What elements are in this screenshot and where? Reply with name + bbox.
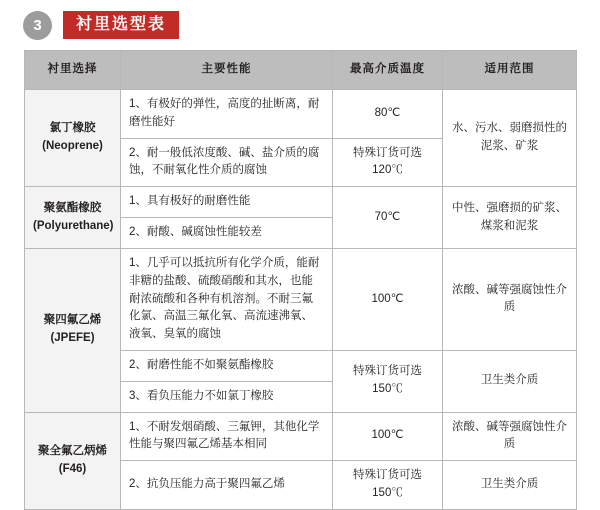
cell-performance: 1、具有极好的耐磨性能 xyxy=(121,187,333,218)
table-header-row xyxy=(25,51,577,90)
lining-label-line: 聚全氟乙炳烯 xyxy=(38,444,107,457)
cell-performance: 2、抗负压能力高于聚四氟乙烯 xyxy=(121,461,333,510)
cell-lining xyxy=(25,187,121,249)
lining-selection-table xyxy=(24,50,577,510)
table-body xyxy=(25,90,577,510)
table-row xyxy=(25,412,577,461)
cell-temperature: 特殊订货可选150℃ xyxy=(333,350,443,412)
column-header-lining: 衬里选择 xyxy=(25,51,121,90)
column-header-scope: 适用范围 xyxy=(443,51,577,90)
cell-scope: 水、污水、弱磨损性的泥浆、矿浆 xyxy=(443,90,577,187)
lining-label-line: (F46) xyxy=(58,462,87,475)
page-title: 衬里选型表 xyxy=(63,11,179,40)
section-title-row xyxy=(24,10,179,40)
lining-label-line: 聚四氟乙烯 xyxy=(43,314,102,327)
cell-temperature: 100℃ xyxy=(333,412,443,461)
cell-performance: 2、耐酸、碱腐蚀性能较差 xyxy=(121,218,333,249)
lining-label-line: 聚氨酯橡胶 xyxy=(43,201,102,214)
cell-scope: 浓酸、碱等强腐蚀性介质 xyxy=(443,248,577,350)
cell-performance: 1、几乎可以抵抗所有化学介质，能耐非糖的盐酸、硫酸硝酸和其水，也能耐浓硫酸和各种有机溶剂。不耐三氟化氯、高温三氟化氧、高流速沸氧、液氧、臭氧的腐蚀 xyxy=(121,248,333,350)
column-header-temperature: 最高介质温度 xyxy=(333,51,443,90)
cell-temperature: 特殊订货可选150℃ xyxy=(333,461,443,510)
lining-label-line: (Polyurethane) xyxy=(33,219,114,232)
cell-lining xyxy=(25,412,121,509)
spec-table-wrap xyxy=(24,50,576,510)
table-head xyxy=(25,51,577,90)
cell-performance: 1、不耐发烟硝酸、三氟钾，其他化学性能与聚四氟乙烯基本相同 xyxy=(121,412,333,461)
cell-performance: 2、耐磨性能不如聚氨酯橡胶 xyxy=(121,350,333,381)
cell-lining xyxy=(25,90,121,187)
table-row xyxy=(25,248,577,350)
cell-temperature: 100℃ xyxy=(333,248,443,350)
lining-label-line: (JPEFE) xyxy=(50,332,95,345)
cell-scope: 浓酸、碱等强腐蚀性介质 xyxy=(443,412,577,461)
cell-temperature: 70℃ xyxy=(333,187,443,249)
lining-label-line: 氯丁橡胶 xyxy=(49,122,96,135)
cell-lining xyxy=(25,248,121,412)
cell-performance: 1、有极好的弹性，高度的扯断离，耐磨性能好 xyxy=(121,90,333,139)
cell-temperature: 特殊订货可选120℃ xyxy=(333,138,443,187)
cell-scope: 卫生类介质 xyxy=(443,461,577,510)
lining-label-line: (Neoprene) xyxy=(42,140,103,153)
table-row xyxy=(25,90,577,139)
cell-performance: 3、看负压能力不如氯丁橡胶 xyxy=(121,381,333,412)
column-header-performance: 主要性能 xyxy=(121,51,333,90)
cell-performance: 2、耐一般低浓度酸、碱、盐介质的腐蚀，不耐氧化性介质的腐蚀 xyxy=(121,138,333,187)
step-badge: 3 xyxy=(24,12,51,39)
table-row xyxy=(25,187,577,218)
cell-temperature: 80℃ xyxy=(333,90,443,139)
cell-scope: 卫生类介质 xyxy=(443,350,577,412)
cell-scope: 中性、强磨损的矿浆、煤浆和泥浆 xyxy=(443,187,577,249)
